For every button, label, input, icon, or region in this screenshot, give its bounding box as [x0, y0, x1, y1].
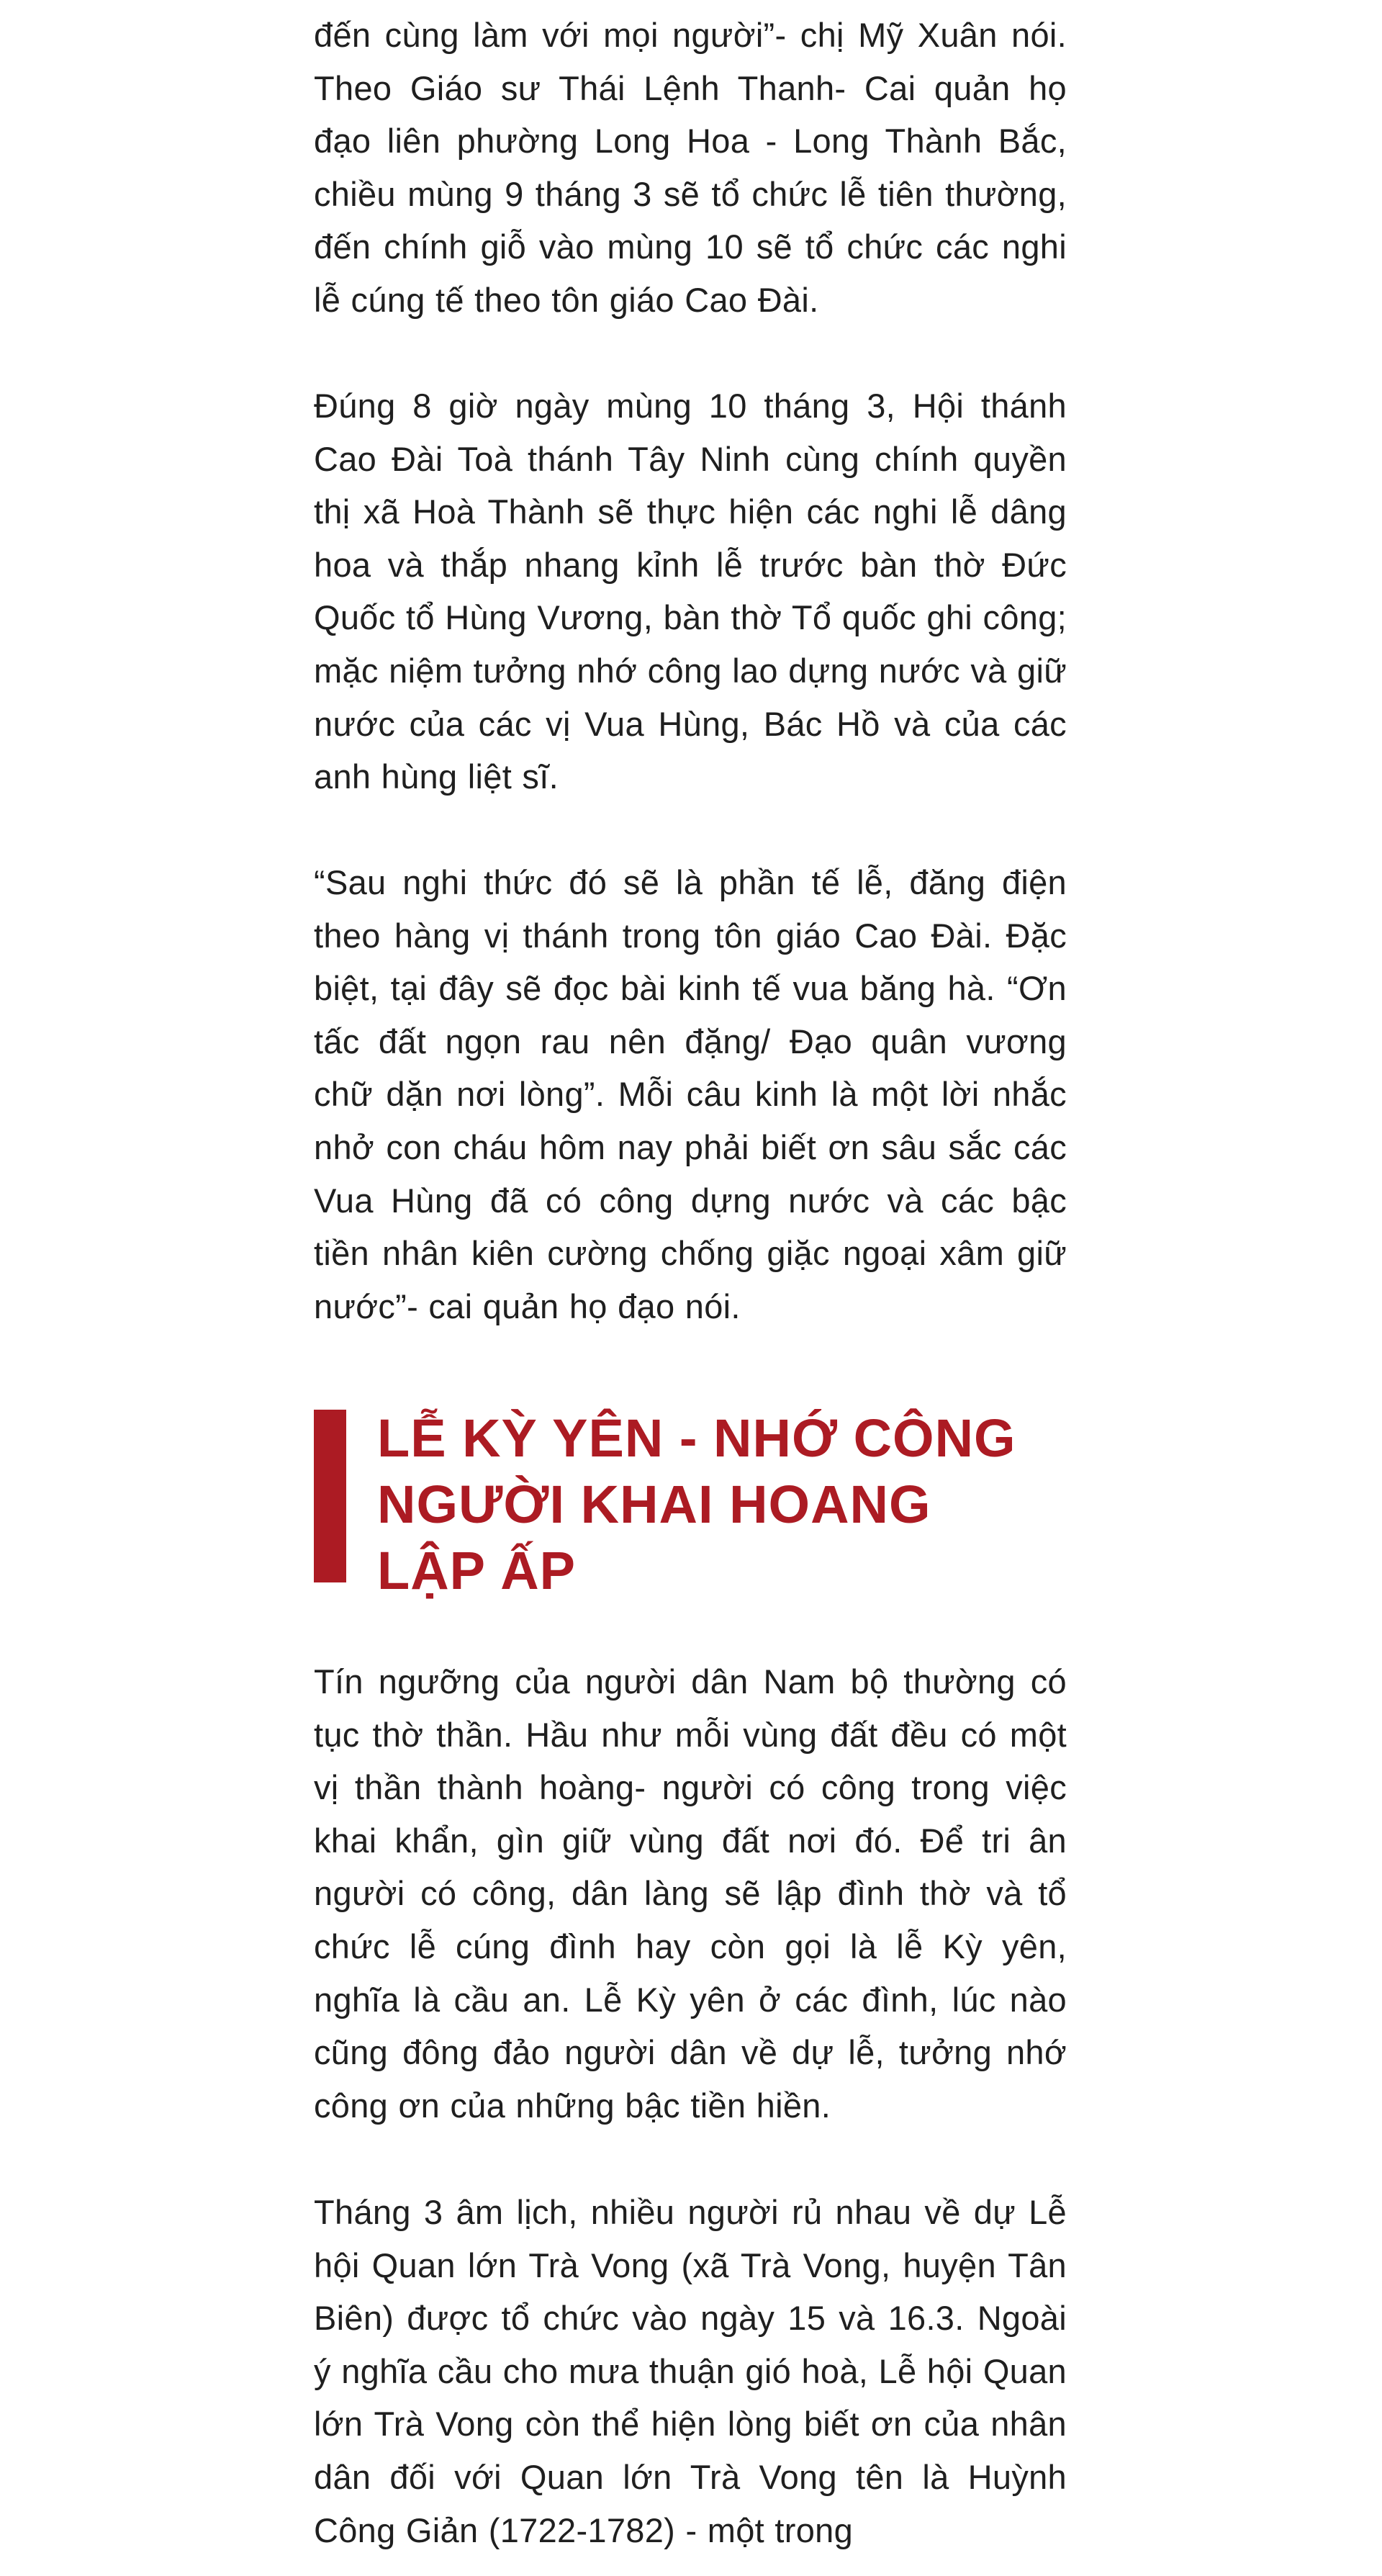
- heading-line: NGƯỜI KHAI HOANG: [377, 1474, 931, 1534]
- heading-line: LẬP ẤP: [377, 1541, 577, 1600]
- article-paragraph: Đúng 8 giờ ngày mùng 10 tháng 3, Hội thánh Cao Đài Toà thánh Tây Ninh cùng chính quyền thị xã Hoà Thành sẽ thực hiện các nghi lễ dâng hoa và thắp nhang kỉnh lễ trước bàn thờ Đức Quốc tổ Hùng Vương, bàn thờ Tổ quốc ghi công; mặc niệm tưởng nhớ công lao dựng nước và giữ nước của các vị Vua Hùng, Bác Hồ và của các anh hùng liệt sĩ.: [314, 387, 1067, 796]
- article-paragraph: đến cùng làm với mọi người”- chị Mỹ Xuân nói. Theo Giáo sư Thái Lệnh Thanh- Cai quản họ đạo liên phường Long Hoa - Long Thành Bắc, chiều mùng 9 tháng 3 sẽ tổ chức lễ tiên thường, đến chính giỗ vào mùng 10 sẽ tổ chức các nghi lễ cúng tế theo tôn giáo Cao Đài.: [314, 16, 1067, 319]
- heading-accent-bar: [314, 1410, 346, 1582]
- section-heading-title: [377, 1405, 1054, 1604]
- heading-line: LỄ KỲ YÊN - NHỚ CÔNG: [377, 1408, 1016, 1468]
- article-paragraph: Tín ngưỡng của người dân Nam bộ thường có tục thờ thần. Hầu như mỗi vùng đất đều có một vị thần thành hoàng- người có công trong việc khai khẩn, gìn giữ vùng đất nơi đó. Để tri ân người có công, dân làng sẽ lập đình thờ và tổ chức lễ cúng đình hay còn gọi là lễ Kỳ yên, nghĩa là cầu an. Lễ Kỳ yên ở các đình, lúc nào cũng đông đảo người dân về dự lễ, tưởng nhớ công ơn của những bậc tiền hiền.: [314, 1662, 1067, 2125]
- section-heading: [314, 1408, 1067, 1600]
- article-paragraph: Tháng 3 âm lịch, nhiều người rủ nhau về dự Lễ hội Quan lớn Trà Vong (xã Trà Vong, huyện Tân Biên) được tổ chức vào ngày 15 và 16.3. Ngoài ý nghĩa cầu cho mưa thuận gió hoà, Lễ hội Quan lớn Trà Vong còn thể hiện lòng biết ơn của nhân dân đối với Quan lớn Trà Vong tên là Huỳnh Công Giản (1722-1782) - một trong: [314, 2193, 1067, 2549]
- article-paragraph: “Sau nghi thức đó sẽ là phần tế lễ, đăng điện theo hàng vị thánh trong tôn giáo Cao Đài. Đặc biệt, tại đây sẽ đọc bài kinh tế vua băng hà. “Ơn tấc đất ngọn rau nên đặng/ Đạo quân vương chữ dặn nơi lòng”. Mỗi câu kinh là một lời nhắc nhở con cháu hôm nay phải biết ơn sâu sắc các Vua Hùng đã có công dựng nước và các bậc tiền nhân kiên cường chống giặc ngoại xâm giữ nước”- cai quản họ đạo nói.: [314, 863, 1067, 1325]
